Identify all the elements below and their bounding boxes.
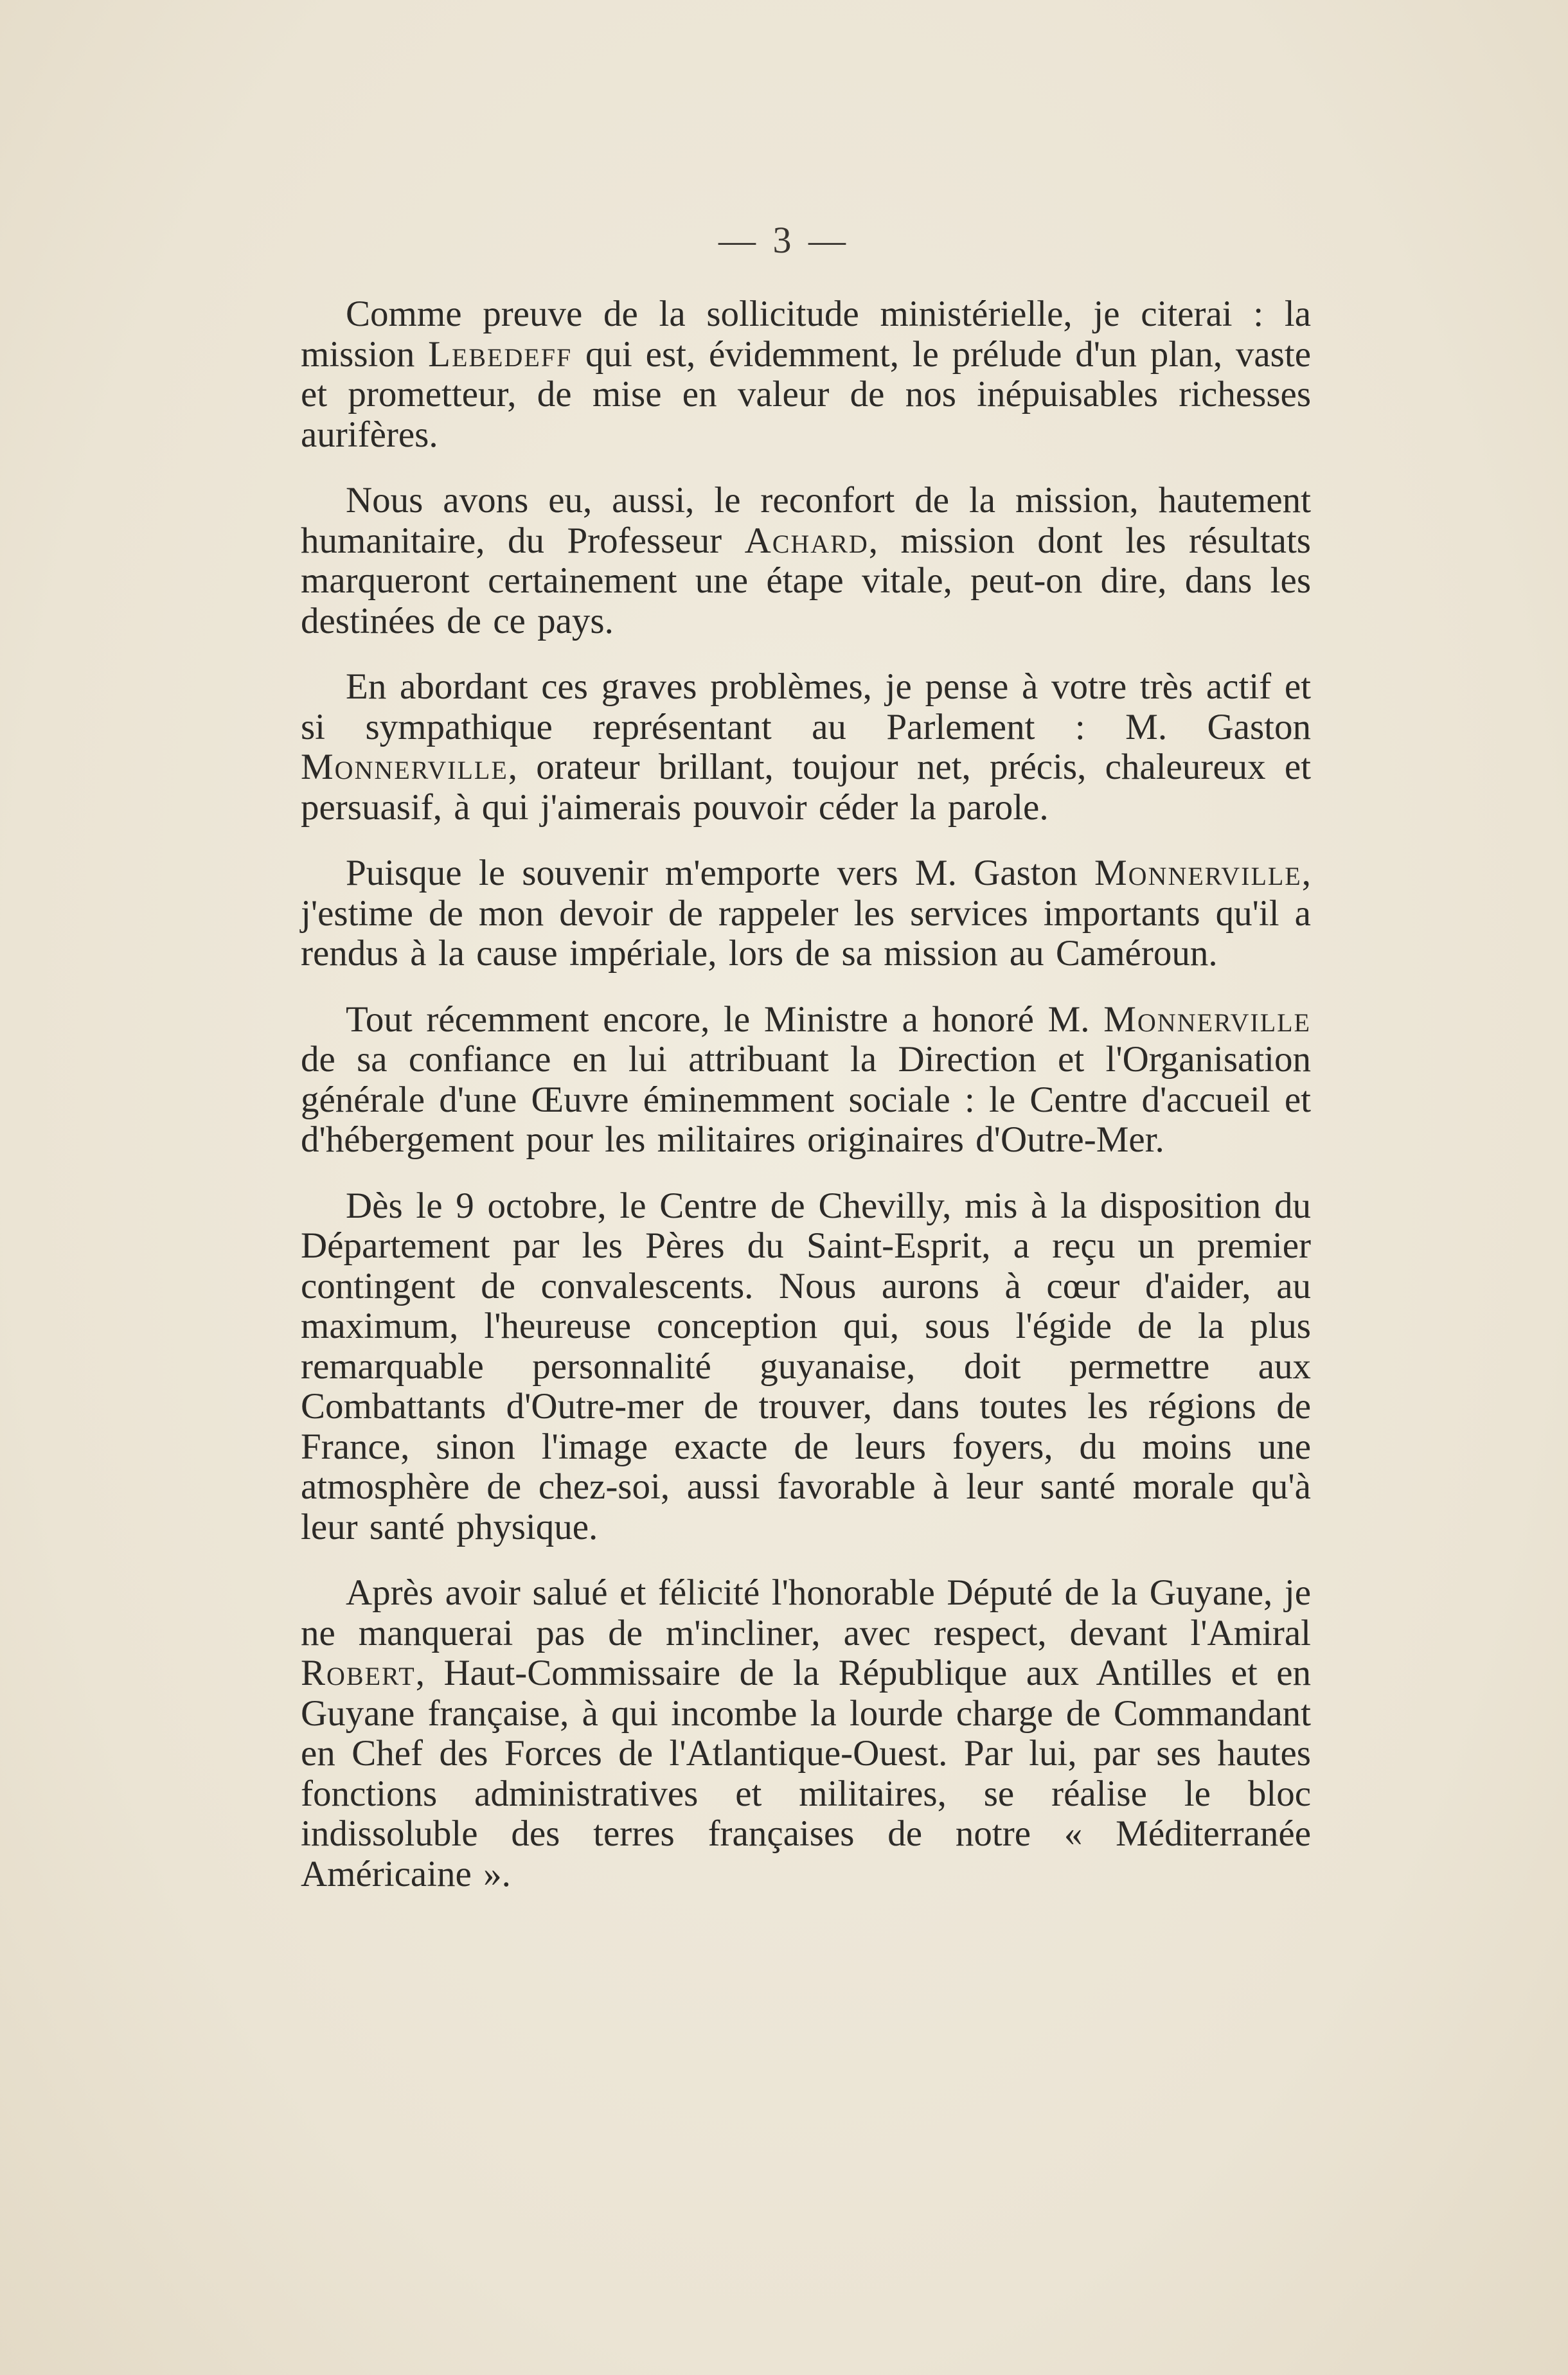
paragraph-text: Tout récemment encore, le Ministre a honoré M. bbox=[346, 999, 1104, 1040]
paragraph-5 bbox=[301, 1000, 1311, 1161]
paragraph-text: En abordant ces graves problèmes, je pense à votre très actif et si sympathique représentant au Parlement : M. Gaston bbox=[301, 666, 1311, 747]
paragraph-2 bbox=[301, 481, 1311, 641]
paragraph-4 bbox=[301, 853, 1311, 974]
paragraph-text: qui est, évidemment, le prélude d'un plan, vaste et prometteur, de mise en valeur de nos inépuisables richesses aurifères. bbox=[301, 334, 1311, 455]
paragraph-6 bbox=[301, 1186, 1311, 1548]
paragraph-text: , orateur brillant, toujour net, précis, chaleureux et persuasif, à qui j'aimerais pouvoir céder la parole. bbox=[301, 747, 1311, 828]
paragraph-text: , Haut-Commissaire de la République aux Antilles et en Guyane française, à qui incombe la lourde charge de Commandant en Chef des Forces de l'Atlantique-Ouest. Par lui, par ses hautes fonctions administratives et militaires, se réalise le bloc indissoluble des terres françaises de notre « Méditerranée Américaine ». bbox=[301, 1653, 1311, 1894]
paragraph-text: Nous avons eu, aussi, le reconfort de la mission, hautement humanitaire, du Professeur bbox=[301, 480, 1311, 561]
body-text bbox=[301, 294, 1311, 1920]
paragraph-text: Dès le 9 octobre, le Centre de Chevilly, mis à la disposition du Département par les Pères du Saint-Esprit, a reçu un premier contingent de convalescents. Nous aurons à cœur d'aider, au maximum, l'heureuse conception qui, sous l'égide de la plus remarquable personnalité guyanaise, doit permettre aux Combattants d'Outre-mer de trouver, dans toutes les régions de France, sinon l'image exacte de leurs foyers, du moins une atmosphère de chez-soi, aussi favorable à leur santé morale qu'à leur santé physique. bbox=[301, 1185, 1311, 1547]
paragraph-text: , mission dont les résultats marqueront certainement une étape vitale, peut-on dire, dans les destinées de ce pays. bbox=[301, 520, 1311, 641]
person-name: Monnerville bbox=[1103, 999, 1311, 1040]
person-name: Lebedeff bbox=[428, 334, 573, 375]
paragraph-7 bbox=[301, 1573, 1311, 1894]
person-name: Achard bbox=[744, 520, 869, 561]
person-name: Monnerville bbox=[301, 747, 508, 787]
paragraph-text: Comme preuve de la sollicitude ministérielle, je citerai : la mission bbox=[301, 294, 1311, 375]
paragraph-text: de sa confiance en lui attribuant la Direction et l'Organisation générale d'une Œuvre éminemment sociale : le Centre d'accueil et d'hébergement pour les militaires originaires d'Outre-Mer. bbox=[301, 1039, 1311, 1160]
paragraph-text: Après avoir salué et félicité l'honorable Député de la Guyane, je ne manquerai pas de m'incliner, avec respect, devant l'Amiral bbox=[301, 1572, 1311, 1653]
paragraph-text: , j'estime de mon devoir de rappeler les services importants qu'il a rendus à la cause impériale, lors de sa mission au Caméroun. bbox=[301, 853, 1311, 974]
page-number: — 3 — bbox=[718, 219, 850, 261]
paragraph-text: Puisque le souvenir m'emporte vers M. Gaston bbox=[346, 853, 1094, 893]
person-name: Robert bbox=[301, 1653, 416, 1693]
paragraph-3 bbox=[301, 667, 1311, 828]
paragraph-1 bbox=[301, 294, 1311, 455]
person-name: Monnerville bbox=[1094, 853, 1302, 893]
